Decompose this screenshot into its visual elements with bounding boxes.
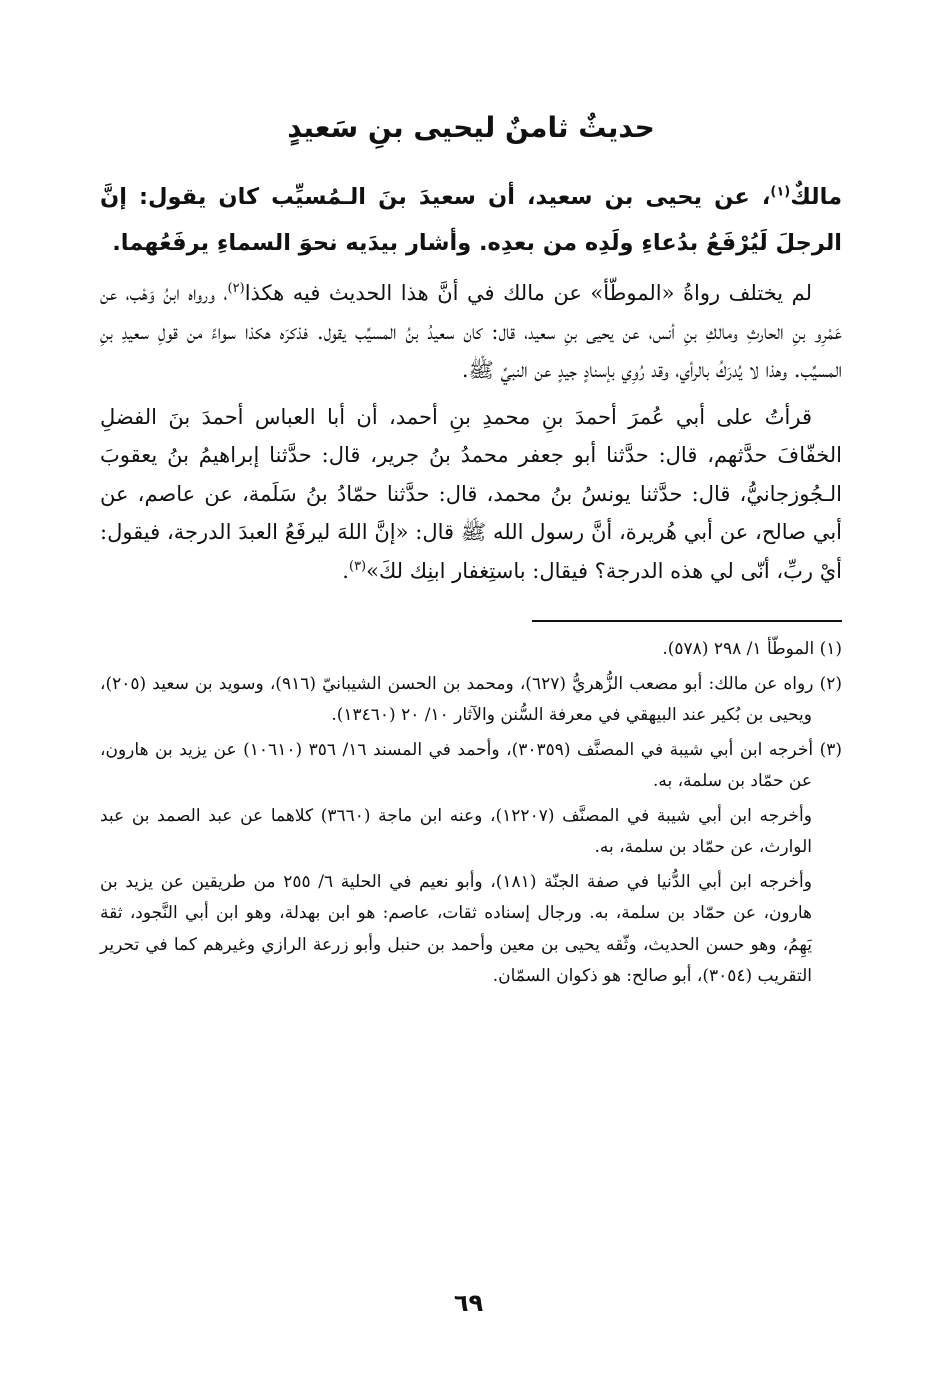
commentary-text-part1: لم يختلف رواةُ «الموطّأ» عن مالك في أنَّ هذا الحديث فيه هكذا [244,281,813,305]
hadith-matn [100,174,842,266]
footnote-ref-2: (٢) [227,281,245,296]
isnad-end: . [342,558,349,583]
footnote-3-grading: وأخرجه ابن أبي الدُّنيا في صفة الجنّة (١٨١)، وأبو نعيم في الحلية ٦/ ٢٥٥ من طريقين عن يزيد بن هارون، عن حمّاد بن سلمة، به. ورجال إسناده ثقات، عاصم: هو ابن بهدلة، وهو ابن أبي النَّجود، ثقة يَهِمُ، وهو حسن الحديث، وثّقه يحيى بن معين وأحمد بن حنبل وأبو زرعة الرازي وغيرهم كما في تحرير التقريب (٣٠٥٤)، أبو صالح: هو ذكوان السمّان. [100,871,812,986]
footnote-ref-3: (٣) [348,558,367,574]
commentary-text-part2: ، ورواه ابنُ وَهْب، عن عَمْرِو بنِ الحارثِ ومالكِ بنِ أنس، عن يحيى بنِ سعيد، قال: كان سعيدُ بنُ المسيِّب يقول. فذكرَه هكذا سواءً من قولِ سعيدِ بنِ المسيِّب. وهذا لا يُدرَكُ بالرأي، وقد رُوِي بإسنادٍ جيدٍ عن النبيِّ ﷺ. [100,281,842,382]
isnad-paragraph [100,398,842,591]
footnote-separator [532,620,842,622]
matn-text: ، عن يحيى بن سعيد، أن سعيدَ بنَ الـمُسيِّب كان يقول: إنَّ الرجلَ لَيُرْفَعُ بدُعاءِ ولَدِه من بعدِه. وأشار بيدَيه نحوَ السماءِ يرفَعُهما. [100,184,842,256]
matn-narrator: مالكٌ [790,184,842,210]
footnote-3-continued: وأخرجه ابن أبي شيبة في المصنَّف (١٢٢٠٧)، وعنه ابن ماجة (٣٦٦٠) كلاهما عن عبد الصمد بن عبد الوارث، عن حمّاد بن سلمة، به. [100,805,812,857]
footnote-3: (٣) أخرجه ابن أبي شيبة في المصنَّف (٣٠٣٥٩)، وأحمد في المسند ١٦/ ٣٥٦ (١٠٦١٠) عن يزيد بن هارون، عن حمّاد بن سلمة، به. [100,739,842,791]
footnote-1: (١) الموطّأ ١/ ٢٩٨ (٥٧٨). [662,639,842,659]
footnote-ref-1: (١) [770,184,791,200]
page-number: ٦٩ [453,1289,484,1317]
book-page [100,100,842,996]
isnad-text: قرأتُ على أبي عُمرَ أحمدَ بنِ محمدِ بنِ أحمد، أن أبا العباس أحمدَ بنَ الفضلِ الخفّافَ حدَّثهم، قال: حدَّثنا أبو جعفر محمدُ بنُ جرير، قال: حدَّثنا إبراهيمُ بنُ يعقوبَ الـجُوزجانيُّ، قال: حدَّثنا يونسُ بنُ محمد، قال: حدَّثنا حمّادُ بنُ سَلَمة، عن عاصم، عن أبي صالح، عن أبي هُريرة، أنَّ رسول الله ﷺ قال: «إنَّ اللهَ ليرفَعُ العبدَ الدرجة، فيقول: أيْ ربِّ، أنّى لي هذه الدرجة؟ فيقال: باستِغفار ابنِك لكَ» [100,404,842,583]
hadith-heading: حديثٌ ثامنٌ ليحيى بنِ سَعيدٍ [287,111,655,144]
footnote-2: (٢) رواه عن مالك: أبو مصعب الزُّهريُّ (٦٢٧)، ومحمد بن الحسن الشيبانيّ (٩١٦)، وسويد بن سعيد (٢٠٥)، ويحيى بن بُكير عند البيهقي في معرفة السُّنن والآثار ١٠/ ٢٠ (١٣٤٦٠). [100,673,842,725]
footnotes-section [100,634,842,993]
commentary-paragraph [100,274,842,390]
